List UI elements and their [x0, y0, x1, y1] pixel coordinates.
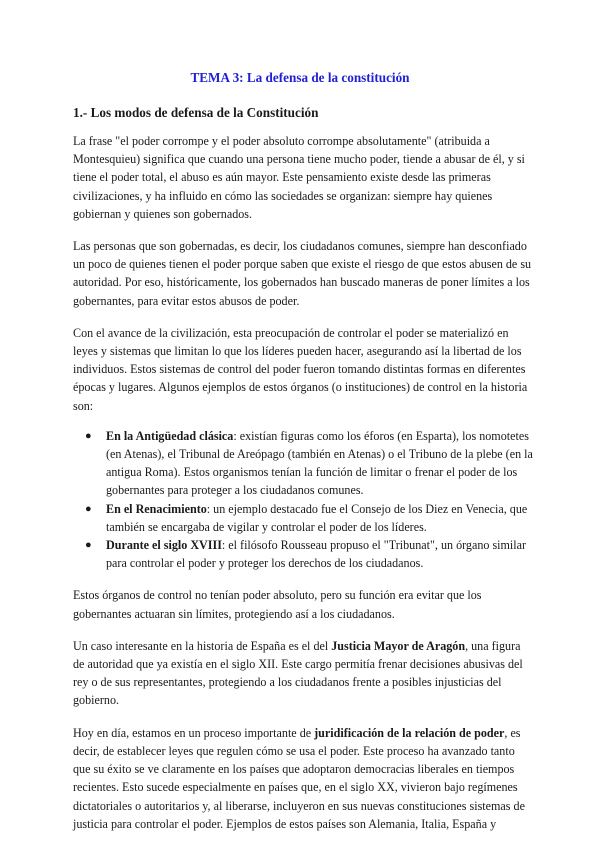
document-title: TEMA 3: La defensa de la constitución [190, 70, 410, 85]
document-body [73, 132, 533, 847]
paragraph-6-text: Hoy en día, estamos en un proceso importante de [73, 725, 315, 740]
list-item-bold: En el Renacimiento [106, 501, 207, 516]
list-item-bold: En la Antigüedad clásica [106, 428, 234, 443]
paragraph-2: Las personas que son gobernadas, es decir, los ciudadanos comunes, siempre han desconfiado un poco de quienes tienen el poder porque saben que existe el riesgo de que estos abusen de su autoridad. Por eso, históricamente, los gobernados han buscado maneras de poner límites a los gobernantes, para evitar estos abusos de poder. [73, 239, 532, 308]
paragraph-5-text-end: , una figura de autoridad que ya existía en el siglo XII. Este cargo permitía frenar decisiones abusivas del rey o de sus representantes, protegiendo a los ciudadanos frente a posibles injusticias del gobierno. [73, 638, 523, 708]
section-heading: 1.- Los modos de defensa de la Constitución [73, 105, 319, 120]
list-item [85, 500, 533, 536]
bullet-icon: ● [85, 539, 92, 552]
bullet-icon: ● [85, 429, 92, 442]
list-item-bold: Durante el siglo XVIII [106, 538, 222, 553]
list-item-text: : el filósofo Rousseau propuso el "Tribunat", un órgano similar para controlar el poder y proteger los derechos de los ciudadanos. [106, 538, 527, 571]
list-item-text: : existían figuras como los éforos (en Esparta), los nomotetes (en Atenas), el Tribunal de Areópago (también en Atenas) o el Tribuno de la plebe (en la antigua Roma). Estos organismos tenían la función de limitar o frenar el poder de los gobernantes para proteger a los ciudadanos comunes. [106, 428, 533, 498]
paragraph-3: Con el avance de la civilización, esta preocupación de controlar el poder se materializó en leyes y sistemas que limitan lo que los líderes pueden hacer, asegurando así la libertad de los individuos. Estos sistemas de control del poder fueron tomando distintas formas en diferentes épocas y lugares. Algunos ejemplos de estos órganos (o instituciones) de control en la historia son: [73, 325, 528, 413]
paragraph-4: Estos órganos de control no tenían poder absoluto, pero su función era evitar que los gobernantes actuaran sin límites, protegiendo así a los ciudadanos. [73, 588, 482, 621]
list-item [85, 536, 533, 572]
paragraph-5-bold: Justicia Mayor de Aragón [331, 638, 466, 653]
paragraph-5-text: Un caso interesante en la historia de España es el del [73, 638, 332, 653]
paragraph-6-text-end: , es decir, de establecer leyes que regulen cómo se usa el poder. Este proceso ha avanzado tanto que su éxito se ve claramente en los países que adoptaron democracias liberales en tiempos recientes. Esto sucede especialmente en países que, en el siglo XX, vivieron bajo regímenes dictatoriales o autoritarios y, al liberarse, incluyeron en sus nuevas constituciones sistemas de justicia para controlar el poder. Ejemplos de estos países son Alemania, Italia, España y [73, 725, 525, 831]
paragraph-6-bold: juridificación de la relación de poder [314, 725, 505, 740]
paragraph-1: La frase "el poder corrompe y el poder absoluto corrompe absolutamente" (atribuida a Montesquieu) significa que cuando una persona tiene mucho poder, tiende a abusar de él, y si tiene el poder total, el abuso es aún mayor. Este pensamiento existe desde las primeras civilizaciones, y ha influido en cómo las sociedades se organizan: siempre hay quienes gobiernan y quienes son gobernados. [73, 134, 525, 221]
list-item-text: : un ejemplo destacado fue el Consejo de los Diez en Venecia, que también se encargaba de vigilar y controlar el poder de los líderes. [106, 501, 528, 534]
bullet-icon: ● [85, 502, 92, 515]
paragraph-6 [73, 724, 533, 833]
paragraph-5 [73, 637, 533, 710]
list-item [85, 427, 533, 500]
control-bodies-list [73, 427, 533, 573]
